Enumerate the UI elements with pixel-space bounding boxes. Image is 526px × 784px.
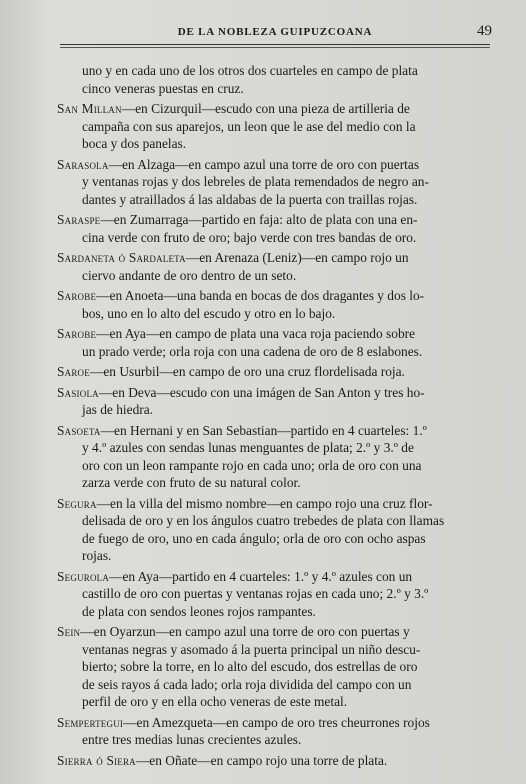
surname: Sein — [57, 624, 81, 639]
entry-text: campaña con sus aparejos, un leon que le ase del medio con la — [82, 118, 416, 134]
armorial-entry — [60, 62, 490, 97]
armorial-entry — [57, 211, 490, 246]
entry-text: entre tres medias lunas crecientes azules. — [82, 732, 302, 747]
entry-text: un prado verde; orla roja con una cadena de oro de 8 eslabones. — [82, 343, 423, 359]
entry-text: de seis rayos á cada lado; orla roja dividida del campo con un — [82, 676, 412, 692]
entry-text: —en Arenaza (Leniz)—en campo rojo un — [185, 250, 409, 265]
entry-line — [60, 731, 490, 749]
entry-line — [57, 100, 490, 118]
entry-line — [57, 714, 490, 732]
surname: San Millan — [57, 101, 122, 116]
surname: Sasoeta — [57, 422, 101, 438]
entry-text: castillo de oro con puertas y ventanas rojas en cada uno; 2.º y 3.º — [82, 586, 429, 601]
surname: Segurola — [57, 568, 110, 584]
entry-line — [57, 568, 490, 586]
entry-line — [60, 267, 490, 285]
entry-text: —en Aya—partido en 4 cuarteles: 1.º y 4.º azules con un — [109, 568, 413, 584]
entry-text: rojas. — [82, 548, 112, 563]
page-number: 49 — [477, 23, 492, 39]
surname: Segura — [57, 495, 97, 511]
entry-line — [60, 305, 490, 323]
entry-line — [60, 343, 490, 361]
entry-line — [57, 156, 490, 174]
entry-text: y 4.º azules con sendas lunas menguantes de plata; 2.º y 3.º de — [82, 440, 414, 455]
entry-line — [57, 495, 490, 513]
entry-text: —en Usurbil—en campo de oro una cruz flordelisada roja. — [89, 364, 405, 379]
entry-text: —en Cizurquil—escudo con una pieza de artilleria de — [121, 101, 410, 116]
entry-text: ventanas negras y asomado á la puerta principal un niño descu- — [82, 641, 421, 657]
entry-text: bierto; sobre la torre, en lo alto del escudo, dos estrellas de oro — [82, 659, 418, 674]
entry-line — [60, 457, 490, 475]
entry-text: —en Alzaga—en campo azul una torre de oro con puertas — [108, 156, 420, 172]
entry-text: cinco veneras puestas en cruz. — [82, 80, 244, 96]
entry-line — [60, 585, 490, 603]
armorial-entry — [57, 156, 490, 209]
entry-line — [60, 676, 490, 694]
entry-text: ciervo andante de oro dentro de un seto. — [82, 267, 297, 283]
page-header — [58, 23, 492, 46]
entry-line — [60, 173, 490, 191]
armorial-entry — [57, 422, 490, 492]
armorial-entry — [57, 714, 490, 749]
armorial-entry — [57, 325, 490, 360]
armorial-entry — [57, 249, 490, 284]
entry-line — [60, 229, 490, 247]
entry-text: bos, uno en lo alto del escudo y otro en lo bajo. — [82, 305, 336, 321]
entry-line — [60, 641, 490, 659]
surname: Saroe — [57, 364, 90, 379]
entry-line — [60, 135, 490, 153]
entry-text: delisada de oro y en los ángulos cuatro trebedes de plata con llamas — [82, 513, 445, 528]
entry-text: de fuego de oro, uno en cada ángulo; orla de oro con ocho aspas — [82, 530, 426, 546]
entry-text: perfil de oro y en ella ocho veneras de este metal. — [82, 694, 348, 709]
armorial-entry — [57, 752, 490, 770]
entry-text: de plata con sendos leones rojos rampantes. — [82, 603, 316, 619]
entry-line — [57, 363, 490, 381]
armorial-entry — [57, 363, 490, 381]
entry-text: —en Aya—en campo de plata una vaca roja paciendo sobre — [96, 326, 416, 341]
entry-text: cina verde con fruto de oro; bajo verde con tres bandas de oro. — [82, 229, 417, 245]
entry-text: dantes y atraillados á las aldabas de la puerta con traillas rojas. — [82, 191, 418, 207]
entry-line — [60, 658, 490, 676]
entry-text: —en Anoeta—una banda en bocas de dos dragantes y dos lo- — [96, 288, 425, 303]
entry-line — [57, 325, 490, 343]
body-text — [57, 62, 490, 772]
surname: Sierra ó Siera — [57, 752, 136, 768]
entry-line — [57, 752, 490, 770]
armorial-entry — [57, 287, 490, 322]
entry-line — [60, 80, 490, 98]
entry-line — [57, 384, 490, 402]
entry-text: y ventanas rojas y dos lebreles de plata remendados de negro an- — [82, 174, 429, 189]
entry-line — [60, 603, 490, 621]
entry-text: —en Oñate—en campo rojo una torre de plata. — [135, 752, 388, 768]
entry-text: —en Zumarraga—partido en faja: alto de plata con una en- — [100, 212, 418, 227]
entry-text: —en Oyarzun—en campo azul una torre de oro con puertas y — [80, 624, 410, 639]
armorial-entry — [57, 100, 490, 153]
entry-text: —en la villa del mismo nombre—en campo rojo una cruz flor- — [96, 495, 433, 511]
surname: Saraspe — [57, 212, 101, 227]
entry-text: uno y en cada uno de los otros dos cuarteles en campo de plata — [82, 63, 418, 78]
entry-line — [60, 118, 490, 136]
entry-line — [60, 62, 490, 80]
entry-text: —en Amezqueta—en campo de oro tres cheurrones rojos — [123, 714, 430, 730]
entry-line — [60, 439, 490, 457]
entry-text: boca y dos panelas. — [82, 136, 187, 151]
header-rule — [60, 44, 490, 45]
entry-line — [57, 249, 490, 267]
header-rule-thin — [60, 47, 490, 48]
surname: Sarobe — [57, 288, 97, 303]
surname: Sardaneta ó Sardaleta — [57, 250, 186, 265]
entry-line — [60, 474, 490, 492]
entry-line — [57, 422, 490, 440]
entry-line — [57, 623, 490, 641]
armorial-entry — [57, 568, 490, 621]
armorial-entry — [57, 495, 490, 565]
entry-text: —en Hernani y en San Sebastian—partido en 4 cuarteles: 1.º — [100, 422, 427, 438]
entry-text: oro con un leon rampante rojo en cada uno; orla de oro con una — [82, 457, 422, 473]
entry-line — [60, 693, 490, 711]
surname: Sarasola — [57, 156, 109, 172]
entry-line — [60, 530, 490, 548]
entry-line — [60, 401, 490, 419]
surname: Sarobe — [57, 326, 97, 341]
entry-line — [60, 547, 490, 565]
surname: Sasiola — [57, 384, 99, 400]
entry-text: jas de hiedra. — [82, 402, 154, 417]
entry-text: —en Deva—escudo con una imágen de San Anton y tres ho- — [98, 384, 425, 400]
entry-text: zarza verde con fruto de su natural color. — [82, 475, 301, 490]
entry-line — [57, 211, 490, 229]
armorial-entry — [57, 384, 490, 419]
entry-line — [60, 512, 490, 530]
armorial-entry — [57, 623, 490, 711]
entry-line — [57, 287, 490, 305]
running-head: DE LA NOBLEZA GUIPUZCOANA — [177, 26, 373, 38]
surname: Sempertegui — [57, 714, 124, 730]
entry-line — [60, 191, 490, 209]
